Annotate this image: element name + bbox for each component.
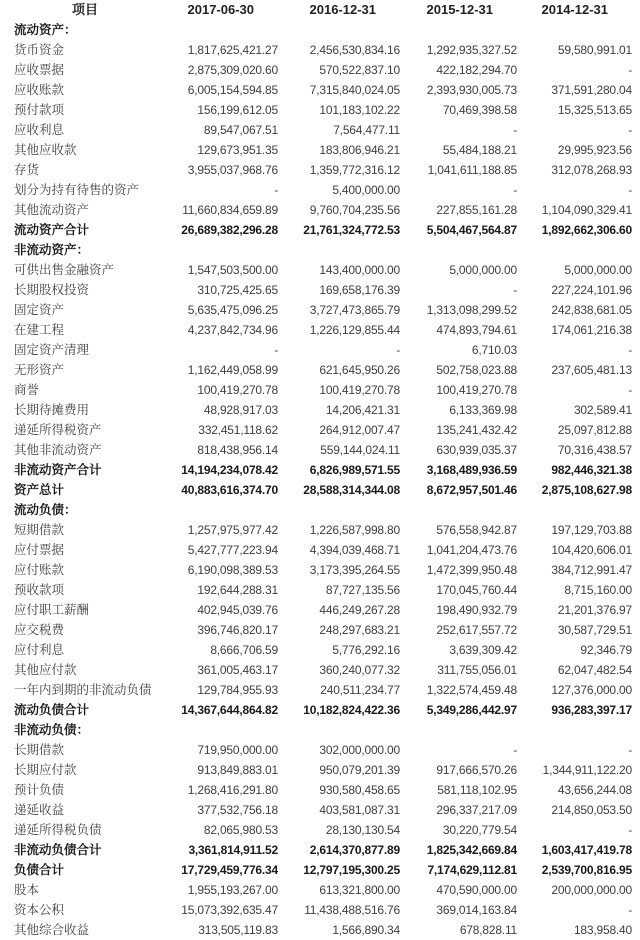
cell-value: 5,776,292.16	[332, 643, 400, 657]
cell-value: 264,912,007.47	[319, 423, 400, 437]
cell-value: 581,118,102.95	[437, 783, 517, 797]
cell-value: 252,617,557.72	[436, 623, 517, 637]
table-row	[0, 740, 640, 760]
cell-value: 30,220,779.54	[442, 823, 517, 837]
table-row	[0, 920, 640, 940]
cell-value: 174,061,216.38	[551, 323, 632, 337]
cell-value: 169,658,176.39	[319, 283, 400, 297]
row-label: 流动资产合计	[14, 223, 90, 237]
cell-value: 100,419,270.78	[436, 383, 517, 397]
cell-value: 6,190,098,389.53	[187, 563, 278, 577]
cell-value	[525, 240, 640, 260]
cell-value: 129,784,955.93	[197, 683, 278, 697]
cell-value: 227,855,161.28	[436, 203, 517, 217]
cell-value: 818,438,956.14	[197, 443, 278, 457]
section-header-row	[0, 720, 640, 740]
row-label: 递延所得税负债	[14, 823, 102, 837]
date-column-header: 2014-12-31	[541, 2, 608, 17]
table-row	[0, 900, 640, 920]
cell-value: 15,073,392,635.47	[181, 903, 278, 917]
cell-value: 129,673,951.35	[197, 143, 278, 157]
cell-value: 3,727,473,865.79	[309, 303, 400, 317]
cell-value: 332,451,118.62	[198, 423, 278, 437]
cell-value: 48,928,917.03	[203, 403, 278, 417]
cell-value: 1,041,204,473.76	[426, 543, 517, 557]
cell-value: 1,603,417,419.78	[541, 843, 632, 857]
cell-value: 402,945,039.76	[197, 603, 278, 617]
cell-value: 70,316,438.57	[557, 443, 632, 457]
header-row	[0, 0, 640, 20]
cell-value: 3,955,037,968.76	[187, 163, 278, 177]
cell-value: 2,393,930,005.73	[426, 83, 517, 97]
table-row	[0, 200, 640, 220]
cell-value: 15,325,513.65	[557, 103, 632, 117]
cell-value: 7,174,629,112.81	[427, 863, 517, 877]
row-label: 流动负债：	[14, 503, 77, 517]
cell-value: -	[513, 183, 517, 197]
cell-value: 25,097,812.88	[557, 423, 632, 437]
table-row	[0, 880, 640, 900]
row-label: 预计负债	[14, 783, 65, 797]
table-row	[0, 540, 640, 560]
cell-value: 1,825,342,669.84	[426, 843, 517, 857]
cell-value: 377,532,756.18	[197, 803, 278, 817]
cell-value: 361,005,463.17	[197, 663, 278, 677]
cell-value: 1,547,503,500.00	[187, 263, 278, 277]
date-column-header: 2016-12-31	[309, 2, 376, 17]
table-row	[0, 260, 640, 280]
total-row	[0, 460, 640, 480]
row-label: 其他非流动资产	[14, 443, 102, 457]
row-label: 长期借款	[14, 743, 65, 757]
total-row	[0, 700, 640, 720]
table-row	[0, 600, 640, 620]
cell-value: 678,828.11	[459, 923, 517, 937]
cell-value: 100,419,270.78	[197, 383, 278, 397]
cell-value: 982,446,321.38	[551, 463, 632, 477]
cell-value: 296,337,217.09	[436, 803, 517, 817]
cell-value: -	[274, 343, 278, 357]
cell-value: -	[628, 123, 632, 137]
table-row	[0, 580, 640, 600]
cell-value	[408, 20, 525, 40]
row-label: 流动资产：	[14, 23, 77, 37]
cell-value: 630,939,035.37	[436, 443, 517, 457]
cell-value: 198,490,932.79	[436, 603, 517, 617]
total-row	[0, 840, 640, 860]
cell-value: 1,257,975,977.42	[187, 523, 278, 537]
table-row	[0, 660, 640, 680]
table-row	[0, 520, 640, 540]
cell-value: 12,797,195,300.25	[303, 863, 400, 877]
cell-value: 7,564,477.11	[333, 123, 400, 137]
cell-value: 403,581,087.31	[319, 803, 400, 817]
cell-value: 14,367,644,864.82	[181, 703, 278, 717]
cell-value: 3,168,489,936.59	[426, 463, 517, 477]
row-label: 划分为持有待售的资产	[14, 183, 140, 197]
total-row	[0, 860, 640, 880]
cell-value: 446,249,267.28	[319, 603, 400, 617]
cell-value: 4,237,842,734.96	[187, 323, 278, 337]
cell-value: 240,511,234.77	[320, 683, 400, 697]
cell-value: 369,014,163.84	[436, 903, 517, 917]
table-row	[0, 320, 640, 340]
cell-value: 1,892,662,306.60	[541, 223, 632, 237]
cell-value: 5,000,000.00	[564, 263, 632, 277]
cell-value: 3,173,395,264.55	[309, 563, 400, 577]
section-header-row	[0, 20, 640, 40]
cell-value: 6,005,154,594.85	[187, 83, 278, 97]
cell-value: 143,400,000.00	[319, 263, 400, 277]
cell-value: 3,639,309.42	[449, 643, 517, 657]
cell-value: 87,727,135.56	[325, 583, 400, 597]
cell-value: 371,591,280.04	[551, 83, 632, 97]
cell-value: -	[628, 63, 632, 77]
cell-value: 43,656,244.08	[557, 783, 632, 797]
cell-value: 1,226,129,855.44	[309, 323, 400, 337]
row-label: 递延所得税资产	[14, 423, 102, 437]
cell-value: 313,505,119.83	[198, 923, 278, 937]
row-label: 预付款项	[14, 103, 65, 117]
table-row	[0, 680, 640, 700]
cell-value: 17,729,459,776.34	[181, 863, 278, 877]
cell-value: 1,041,611,188.85	[427, 163, 517, 177]
cell-value: 1,104,090,329.41	[541, 203, 632, 217]
cell-value: 360,240,077.32	[319, 663, 400, 677]
cell-value: -	[628, 743, 632, 757]
cell-value: 2,614,370,877.89	[309, 843, 400, 857]
cell-value: 5,427,777,223.94	[187, 543, 278, 557]
cell-value: 192,644,288.31	[197, 583, 278, 597]
cell-value: 5,400,000.00	[332, 183, 400, 197]
cell-value: 82,065,980.53	[203, 823, 278, 837]
row-label: 固定资产清理	[14, 343, 90, 357]
cell-value: -	[513, 283, 517, 297]
cell-value: 422,182,294.70	[436, 63, 517, 77]
cell-value: 248,297,683.21	[319, 623, 400, 637]
cell-value: 62,047,482.54	[557, 663, 632, 677]
cell-value: 576,558,942.87	[436, 523, 517, 537]
row-label: 股本	[14, 883, 40, 897]
cell-value	[170, 240, 286, 260]
cell-value: 470,590,000.00	[436, 883, 517, 897]
cell-value: 5,635,475,096.25	[187, 303, 278, 317]
cell-value: 197,129,703.88	[551, 523, 632, 537]
cell-value	[286, 20, 408, 40]
cell-value: 11,660,834,659.89	[182, 203, 278, 217]
cell-value: 14,206,421.31	[325, 403, 400, 417]
cell-value: -	[628, 823, 632, 837]
cell-value: 8,715,160.00	[564, 583, 632, 597]
cell-value: 70,469,398.58	[442, 103, 517, 117]
cell-value: 5,000,000.00	[449, 263, 517, 277]
cell-value: 310,725,425.65	[197, 283, 278, 297]
row-label: 其他综合收益	[14, 923, 90, 937]
cell-value: -	[396, 343, 400, 357]
row-label: 存货	[14, 163, 40, 177]
table-row	[0, 380, 640, 400]
row-label: 短期借款	[14, 523, 65, 537]
row-label: 负债合计	[14, 863, 65, 877]
section-header-row	[0, 500, 640, 520]
cell-value: 913,849,883.01	[197, 763, 278, 777]
row-label: 一年内到期的非流动负债	[14, 683, 152, 697]
cell-value: 1,226,587,998.80	[309, 523, 400, 537]
row-label: 非流动负债合计	[14, 843, 102, 857]
cell-value: 89,547,067.51	[203, 123, 278, 137]
cell-value: 29,995,923.56	[557, 143, 632, 157]
cell-value: 100,419,270.78	[319, 383, 400, 397]
table-row	[0, 140, 640, 160]
cell-value: 4,394,039,468.71	[309, 543, 400, 557]
cell-value: 1,268,416,291.80	[187, 783, 278, 797]
cell-value: 28,130,130.54	[325, 823, 400, 837]
cell-value: 2,456,530,834.16	[309, 43, 400, 57]
cell-value: 719,950,000.00	[197, 743, 278, 757]
cell-value: 6,710.03	[471, 343, 517, 357]
cell-value: 384,712,991.47	[551, 563, 632, 577]
table-row	[0, 400, 640, 420]
table-row	[0, 280, 640, 300]
cell-value: 104,420,606.01	[551, 543, 632, 557]
row-label: 其他流动资产	[14, 203, 90, 217]
cell-value: 302,000,000.00	[319, 743, 400, 757]
row-label: 预收款项	[14, 583, 65, 597]
cell-value: 5,349,286,442.97	[426, 703, 517, 717]
table-row	[0, 640, 640, 660]
cell-value: 3,361,814,911.52	[188, 843, 278, 857]
cell-value: 396,746,820.17	[197, 623, 278, 637]
table-row	[0, 60, 640, 80]
row-label: 应收利息	[14, 123, 65, 137]
cell-value: 950,079,201.39	[319, 763, 400, 777]
table-row	[0, 120, 640, 140]
row-label: 应收账款	[14, 83, 65, 97]
row-label: 其他应付款	[14, 663, 77, 677]
total-row	[0, 220, 640, 240]
row-label: 应付利息	[14, 643, 65, 657]
cell-value	[408, 240, 525, 260]
cell-value: 1,817,625,421.27	[187, 43, 278, 57]
cell-value: 59,580,991.01	[557, 43, 632, 57]
table-body	[0, 20, 640, 940]
cell-value: 55,484,188.21	[442, 143, 517, 157]
cell-value: 613,321,800.00	[319, 883, 400, 897]
cell-value: 40,883,616,374.70	[181, 483, 278, 497]
cell-value	[408, 720, 525, 740]
cell-value: -	[513, 123, 517, 137]
cell-value: 8,666,706.59	[210, 643, 278, 657]
cell-value: 1,162,449,058.99	[187, 363, 278, 377]
table-row	[0, 440, 640, 460]
cell-value: 2,875,108,627.98	[541, 483, 632, 497]
table-header	[0, 0, 640, 20]
cell-value: 6,133,369.98	[449, 403, 517, 417]
row-label: 商誉	[14, 383, 40, 397]
cell-value: 30,587,729.51	[557, 623, 632, 637]
cell-value: -	[628, 383, 632, 397]
cell-value	[170, 20, 286, 40]
cell-value: 200,000,000.00	[551, 883, 632, 897]
table-row	[0, 80, 640, 100]
cell-value: -	[274, 183, 278, 197]
table-row	[0, 560, 640, 580]
row-label: 无形资产	[14, 363, 65, 377]
cell-value: 1,313,098,299.52	[426, 303, 517, 317]
row-label: 应付职工薪酬	[14, 603, 90, 617]
cell-value: 92,346.79	[580, 643, 632, 657]
section-header-row	[0, 240, 640, 260]
cell-value: 1,566,890.34	[332, 923, 400, 937]
cell-value: 6,826,989,571.55	[309, 463, 400, 477]
row-label: 可供出售金融资产	[14, 263, 115, 277]
date-column-header: 2015-12-31	[426, 2, 493, 17]
cell-value: 302,589.41	[573, 403, 632, 417]
cell-value: 183,806,946.21	[319, 143, 400, 157]
table-row	[0, 180, 640, 200]
cell-value: 1,955,193,267.00	[187, 883, 278, 897]
cell-value: 156,199,612.05	[197, 103, 278, 117]
cell-value: 26,689,382,296.28	[181, 223, 278, 237]
row-label: 流动负债合计	[14, 703, 90, 717]
item-column-header: 项目	[71, 2, 98, 17]
table-row	[0, 780, 640, 800]
cell-value: 1,292,935,327.52	[426, 43, 517, 57]
cell-value: 11,438,488,516.76	[304, 903, 400, 917]
cell-value: 1,472,399,950.48	[426, 563, 517, 577]
cell-value: 28,588,314,344.08	[303, 483, 400, 497]
row-label: 长期股权投资	[14, 283, 90, 297]
cell-value: 183,958.40	[573, 923, 632, 937]
cell-value: 621,645,950.26	[319, 363, 400, 377]
row-label: 其他应收款	[14, 143, 77, 157]
row-label: 应付票据	[14, 543, 65, 557]
cell-value: 474,893,794.61	[436, 323, 517, 337]
table-row	[0, 100, 640, 120]
table-row	[0, 760, 640, 780]
cell-value: 21,201,376.97	[557, 603, 632, 617]
row-label: 应付账款	[14, 563, 65, 577]
cell-value: 570,522,837.10	[319, 63, 400, 77]
cell-value: 1,359,772,316.12	[309, 163, 400, 177]
cell-value: 170,045,760.44	[436, 583, 517, 597]
row-label: 长期待摊费用	[14, 403, 90, 417]
cell-value: 9,760,704,235.56	[309, 203, 400, 217]
cell-value: 101,183,102.22	[319, 103, 400, 117]
cell-value: 214,850,053.50	[551, 803, 632, 817]
table-row	[0, 300, 640, 320]
row-label: 非流动负债：	[14, 723, 90, 737]
cell-value	[286, 500, 408, 520]
cell-value: 311,755,056.01	[437, 663, 517, 677]
cell-value: 312,078,268.93	[551, 163, 632, 177]
cell-value	[286, 240, 408, 260]
cell-value	[170, 500, 286, 520]
row-label: 货币资金	[14, 43, 65, 57]
row-label: 固定资产	[14, 303, 65, 317]
cell-value: 559,144,024.11	[320, 443, 400, 457]
cell-value: 917,666,570.26	[436, 763, 517, 777]
cell-value: 14,194,234,078.42	[181, 463, 278, 477]
cell-value	[525, 720, 640, 740]
cell-value: 930,580,458.65	[319, 783, 400, 797]
cell-value: -	[628, 183, 632, 197]
cell-value: 127,376,000.00	[551, 683, 632, 697]
table-row	[0, 800, 640, 820]
row-label: 资本公积	[14, 903, 65, 917]
table-row	[0, 620, 640, 640]
table-row	[0, 360, 640, 380]
row-label: 非流动资产：	[14, 243, 90, 257]
row-label: 递延收益	[14, 803, 65, 817]
table-row	[0, 420, 640, 440]
cell-value	[170, 720, 286, 740]
cell-value: 1,344,911,122.20	[542, 763, 632, 777]
cell-value: -	[513, 743, 517, 757]
cell-value	[525, 500, 640, 520]
cell-value: 502,758,023.88	[436, 363, 517, 377]
cell-value: 227,224,101.96	[551, 283, 632, 297]
table-row	[0, 340, 640, 360]
row-label: 应交税费	[14, 623, 65, 637]
row-label: 资产总计	[14, 483, 65, 497]
row-label: 非流动资产合计	[14, 463, 102, 477]
cell-value: 242,838,681.05	[551, 303, 632, 317]
cell-value: 7,315,840,024.05	[309, 83, 400, 97]
cell-value: 936,283,397.17	[551, 703, 632, 717]
cell-value: 1,322,574,459.48	[426, 683, 517, 697]
table-row	[0, 40, 640, 60]
row-label: 长期应付款	[14, 763, 77, 777]
date-column-header: 2017-06-30	[187, 2, 254, 17]
cell-value: 21,761,324,772.53	[303, 223, 400, 237]
row-label: 在建工程	[14, 323, 65, 337]
cell-value	[408, 500, 525, 520]
row-label: 应收票据	[14, 63, 65, 77]
cell-value: -	[628, 903, 632, 917]
cell-value: 5,504,467,564.87	[426, 223, 517, 237]
cell-value	[525, 20, 640, 40]
total-row	[0, 480, 640, 500]
cell-value: 8,672,957,501.46	[426, 483, 517, 497]
cell-value	[286, 720, 408, 740]
table-row	[0, 160, 640, 180]
cell-value: 10,182,824,422.36	[303, 703, 400, 717]
cell-value: 2,875,309,020.60	[187, 63, 278, 77]
cell-value: 2,539,700,816.95	[541, 863, 632, 877]
cell-value: -	[628, 343, 632, 357]
cell-value: 135,241,432.42	[436, 423, 517, 437]
cell-value: 237,605,481.13	[551, 363, 632, 377]
table-row	[0, 820, 640, 840]
